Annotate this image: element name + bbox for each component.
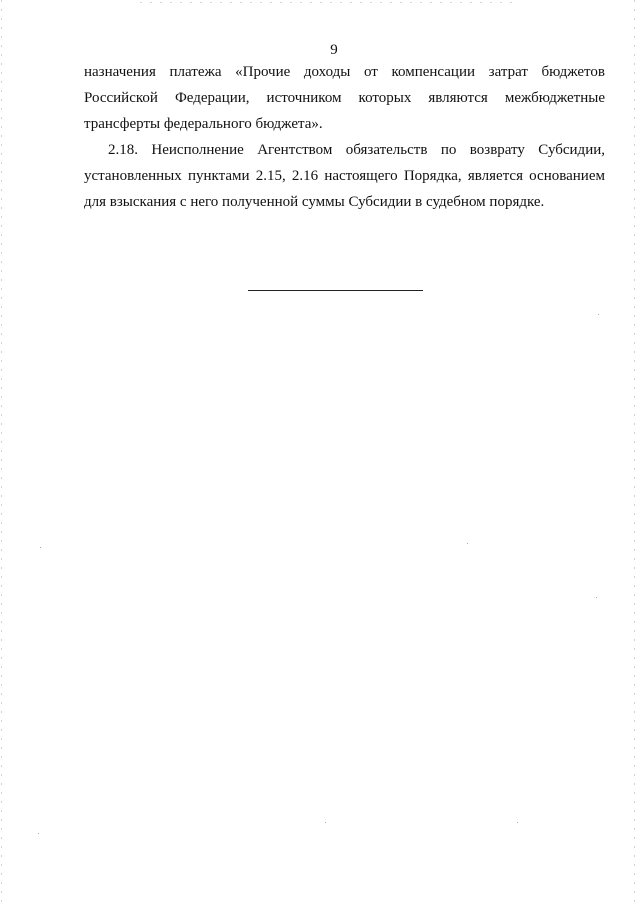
scan-speck — [38, 833, 39, 834]
scan-speck — [40, 547, 41, 548]
text-line: назначения платежа «Прочие доходы от компенсации затрат бюджетов — [84, 64, 605, 80]
page-number: 9 — [330, 42, 338, 58]
body-text — [84, 59, 605, 215]
scan-speck — [467, 543, 468, 544]
scan-artifact-right-edge — [634, 0, 635, 905]
scan-artifact-top — [140, 2, 520, 3]
text-line: трансферты федерального бюджета». — [84, 116, 323, 132]
paragraph-continuation — [84, 59, 605, 137]
end-separator-line — [248, 290, 423, 291]
text-line: Российской Федерации, источником которых являются межбюджетные — [84, 90, 605, 106]
text-line: для взыскания с него полученной суммы Субсидии в судебном порядке. — [84, 194, 545, 210]
scan-artifact-left-edge — [1, 0, 2, 905]
paragraph-2-18 — [84, 137, 605, 215]
text-line: установленных пунктами 2.15, 2.16 настоящего Порядка, является основанием — [84, 168, 605, 184]
scan-speck — [517, 822, 518, 823]
scan-speck — [325, 822, 326, 823]
scan-speck — [596, 597, 597, 598]
scan-speck — [598, 314, 599, 315]
text-line: 2.18. Неисполнение Агентством обязательств по возврату Субсидии, — [108, 142, 605, 158]
